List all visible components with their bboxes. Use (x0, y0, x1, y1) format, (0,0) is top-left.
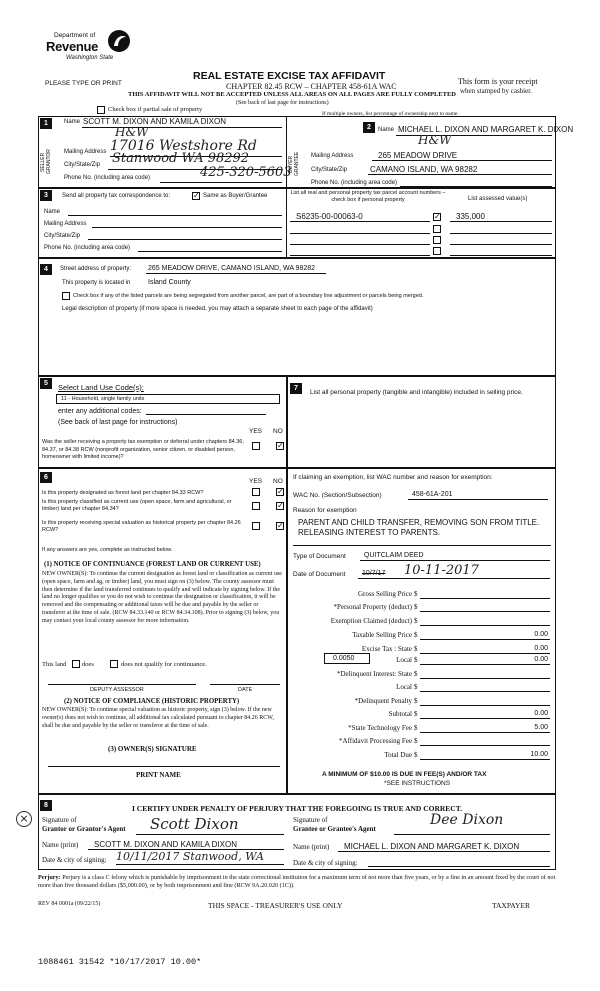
land-use-select[interactable] (56, 394, 280, 404)
fee-row-dollar: $ (414, 697, 418, 705)
section-4-number: 4 (40, 264, 52, 275)
fee-row-label: Subtotal (388, 710, 412, 718)
historic-no-checkbox[interactable]: ✓ (277, 521, 284, 530)
fee-row-value[interactable]: 5.00 (534, 724, 548, 731)
print-name-label: PRINT NAME (136, 771, 181, 779)
perjury-text: Perjury is a class C felony which is punishable by imprisonment in the state correctional institution for a maximum term of not more than five years, or by a fine in an amount fixed by the court of not more than five thousand dollars ($5,000.00), or by both imprisonment and fine (RCW 9A.20.020 (1C)). (38, 874, 556, 889)
notice-compliance-body: NEW OWNER(S): To continue special valuation as historic property, sign (3) below. If the new owner(s) does not wish to continue, all additional tax calculated pursuant to chapter 84.26 RCW, shall be due and payable by the seller or transferor at the time of sale. (42, 707, 274, 729)
grantor-date-city[interactable]: 10/11/2017 Stanwood, WA (116, 850, 264, 863)
seller-phone-label: Phone No. (including area code) (64, 175, 151, 181)
fee-row-dollar: $ (414, 751, 418, 759)
grantee-name-print[interactable]: MICHAEL L. DIXON AND MARGARET K. DIXON (344, 842, 520, 851)
legal-description-label: Legal description of property (if more space is needed, you may attach a separate sheet to each page of the affidavit) (62, 306, 373, 312)
grantee-sig-label2: Grantee or Grantee's Agent (293, 825, 376, 833)
fee-row-line (420, 705, 550, 706)
fee-row-dollar: $ (414, 683, 418, 691)
seller-phone[interactable]: 425-320-5603 (200, 165, 292, 180)
receipt-line1: This form is your receipt (458, 77, 538, 86)
section-5-number: 5 (40, 378, 52, 389)
located-label: This property is located in (62, 280, 131, 286)
dor-emblem-icon (106, 28, 132, 54)
local-rate-box[interactable] (324, 653, 370, 664)
buyer-mailing[interactable]: 265 MEADOW DRIVE (378, 151, 458, 160)
forest-land-question: Is this property designated as forest land per chapter 84.33 RCW? (42, 490, 204, 496)
grantee-sig-label1: Signature of (293, 816, 328, 824)
local-rate: 0.0050 (333, 655, 355, 662)
perjury-notice (38, 874, 558, 890)
corr-mailing-label: Mailing Address (44, 221, 87, 227)
street-address-label: Street address of property: (60, 266, 132, 272)
buyer-hw: H&W (418, 133, 452, 147)
fee-row-line (420, 611, 550, 612)
corr-city-label: City/State/Zip (44, 233, 81, 239)
fee-row-dollar: $ (414, 603, 418, 611)
buyer-city[interactable]: CAMANO ISLAND, WA 98282 (370, 165, 478, 174)
seller-hw: H&W (115, 125, 149, 139)
corr-phone-label: Phone No. (including area code) (44, 245, 131, 251)
does-label: does (82, 661, 94, 668)
fee-row-dollar: $ (414, 617, 418, 625)
notice-continuance-body: NEW OWNER(S): To continue the current designation as forest land or classification as current use (open space, farm and ag, or timber) land, you must sign on (3) below. The county assessor must then determine if the land transferred continues to qualify and will indicate by signing below. If the land no longer qualifies or you do not wish to continue the designation or classification, it will be removed and the compensating or additional taxes will be due and payable by the seller or transferor at the time of sale. (RCW 84.33.140 or RCW 84.34.108). Prior to signing (3) below, you may contact your local county assessor for more information. (42, 571, 282, 624)
buyer-phone-label: Phone No. (including area code) (311, 180, 398, 186)
land-use-code: 11 - Household, single family units (61, 396, 145, 402)
please-type: PLEASE TYPE OR PRINT (45, 80, 122, 87)
fee-row-label: *State Technology Fee (348, 724, 412, 732)
sec5-no: NO (273, 428, 283, 435)
sec6-no: NO (273, 478, 283, 485)
claim-exemption-label: If claiming an exemption, list WAC number and reason for exemption: (293, 474, 493, 481)
parcel-number[interactable]: S6235-00-00063-0 (296, 212, 363, 221)
fee-row-line (420, 664, 550, 665)
assessed-value[interactable]: 335,000 (456, 212, 485, 221)
current-use-yes-checkbox[interactable] (252, 502, 260, 510)
fee-row-label: Local (396, 656, 412, 664)
fee-row-line (420, 639, 550, 640)
parcel-2-checkbox[interactable] (433, 225, 441, 233)
segregated-checkbox[interactable] (62, 292, 70, 300)
exemption-reason[interactable]: PARENT AND CHILD TRANSFER, REMOVING SON FROM TITLE. RELEASING INTEREST TO PARENTS. (298, 518, 540, 537)
fee-row-label: Gross Selling Price (357, 590, 412, 598)
section-3-number: 3 (40, 190, 52, 201)
fee-row-label: *Personal Property (deduct) (333, 603, 412, 611)
fee-row-dollar: $ (414, 710, 418, 718)
send-correspondence-label: Send all property tax correspondence to: (62, 193, 171, 199)
current-use-no-checkbox[interactable]: ✓ (277, 501, 284, 510)
segregated-label: Check box if any of the listed parcels are being segregated from another parcel, are part of a boundary line adjustment or parcels being merged. (73, 293, 424, 299)
fee-row-label: Total Due (384, 751, 412, 759)
deputy-assessor-label: DEPUTY ASSESSOR (90, 687, 144, 693)
sec5-yes: YES (249, 428, 263, 435)
fee-row-line (420, 759, 550, 760)
fee-row-line (420, 678, 550, 679)
grantor-signature[interactable]: Scott Dixon (150, 815, 239, 833)
partial-sale-label: Check box if partial sale of property (108, 106, 203, 113)
fee-row-dollar: $ (414, 737, 418, 745)
dept-line1: Department of (54, 32, 96, 39)
exemption-question: Was the seller receiving a property tax exemption or deferral under chapters 84.36, 84.37, or 84.38 RCW (nonprofit organization, senior citizen, or disabled person, homeowner with limited income)? (42, 439, 244, 460)
doc-type[interactable]: QUITCLAIM DEED (364, 552, 424, 559)
see-back-header: (See back of last page for instructions) (236, 100, 329, 106)
notice-continuance-title: (1) NOTICE OF CONTINUANCE (FOREST LAND OR CURRENT USE) (44, 561, 261, 568)
buyer-city-label: City/State/Zip (311, 167, 348, 173)
section-2-number: 2 (363, 122, 375, 133)
doc-date-handwritten[interactable]: 10-11-2017 (404, 563, 479, 578)
wac-label: WAC No. (Section/Subsection) (293, 492, 382, 499)
located-county[interactable]: Island County (148, 279, 191, 286)
exemption-yes-checkbox[interactable] (252, 442, 260, 450)
doc-type-label: Type of Document (293, 553, 346, 560)
grantee-signature[interactable]: Dee Dixon (430, 812, 504, 828)
form-title: REAL ESTATE EXCISE TAX AFFIDAVIT (193, 70, 386, 82)
fee-row-dollar: $ (414, 631, 418, 639)
fee-row-line (420, 598, 550, 599)
assessed-header: List assessed value(s) (468, 196, 528, 202)
notice-compliance-title: (2) NOTICE OF COMPLIANCE (HISTORIC PROPERTY) (64, 698, 240, 705)
fee-row-line (420, 653, 550, 654)
fee-row-line (420, 732, 550, 733)
historic-question: Is this property receiving special valuation as historical property per chapter 84.26 RCW? (42, 520, 241, 533)
land-use-label: Select Land Use Code(s): (58, 383, 144, 392)
fee-row-label: *Affidavit Processing Fee (339, 737, 412, 745)
owner-signature-label: (3) OWNER(S) SIGNATURE (108, 745, 197, 753)
exemption-no-checkbox[interactable]: ✓ (277, 441, 284, 450)
rev-number: REV 84 0001a (09/22/15) (38, 901, 101, 907)
parcel-1-checkbox[interactable]: ✓ (434, 212, 441, 221)
parcel-4-checkbox[interactable] (433, 247, 441, 255)
grantee-date-city-label: Date & city of signing: (293, 859, 358, 867)
seller-city-label: City/State/Zip (64, 162, 101, 168)
current-use-question: Is this property classified as current use (open space, farm and agricultural, or timber) land per chapter 84.34? (42, 499, 232, 512)
fee-row-value[interactable]: 0.00 (534, 645, 548, 652)
reason-label: Reason for exemption (293, 507, 357, 514)
does-not-qualify-checkbox[interactable] (110, 660, 118, 668)
fee-row-dollar: $ (414, 656, 418, 664)
fee-row-label: *Delinquent Interest: State (336, 670, 412, 678)
land-use-see-back: (See back of last page for instructions) (58, 419, 178, 426)
additional-codes-label: enter any additional codes: (58, 408, 142, 415)
street-address[interactable]: 265 MEADOW DRIVE, CAMANO ISLAND, WA 98282 (148, 265, 316, 272)
treasurer-use: THIS SPACE - TREASURER'S USE ONLY (208, 901, 343, 910)
seller-name-label: Name (64, 119, 81, 125)
grantor-name-print[interactable]: SCOTT M. DIXON AND KAMILA DIXON (94, 840, 237, 849)
perjury-label: Perjury: (38, 874, 61, 881)
fee-row-label: Excise Tax : State (361, 645, 412, 653)
fee-row-value[interactable]: 10.00 (530, 751, 548, 758)
same-as-buyer-label: Same as Buyer/Grantee (203, 193, 268, 199)
circled-x-icon: × (16, 811, 32, 827)
historic-yes-checkbox[interactable] (252, 522, 260, 530)
receipt-stamp: 1088461 31542 *10/17/2017 10.00* (38, 957, 202, 967)
dept-line3: Washington State (66, 55, 114, 61)
seller-mailing-label: Mailing Address (64, 149, 107, 155)
multiple-owners-note: If multiple owners, list percentage of ownership next to name. (322, 111, 459, 117)
fee-row-dollar: $ (414, 724, 418, 732)
grantor-name-print-label: Name (print) (42, 841, 79, 849)
fee-row-label: *Delinquent Penalty (354, 697, 412, 705)
personal-property-text: List all personal property (tangible and intangible) included in selling price. (310, 389, 523, 396)
fee-row-line (420, 691, 550, 692)
does-qualify-checkbox[interactable] (72, 660, 80, 668)
fee-row-label: Exemption Claimed (deduct) (330, 617, 412, 625)
forest-yes-checkbox[interactable] (252, 488, 260, 496)
grantor-sig-label1: Signature of (42, 816, 77, 824)
buyer-name[interactable]: MICHAEL L. DIXON AND MARGARET K. DIXON (398, 125, 574, 134)
see-instructions-note: *SEE INSTRUCTIONS (384, 780, 451, 787)
seller-name[interactable]: SCOTT M. DIXON AND KAMILA DIXON (83, 117, 226, 126)
certify-statement: I CERTIFY UNDER PENALTY OF PERJURY THAT THE FOREGOING IS TRUE AND CORRECT. (132, 804, 463, 813)
parcel-3-checkbox[interactable] (433, 236, 441, 244)
seller-city[interactable]: Stanwood WA 98292 (112, 151, 250, 166)
fee-row-label: Local (396, 683, 412, 691)
corr-name-label: Name (44, 209, 61, 215)
sec6-yes: YES (249, 478, 263, 485)
fee-row-label: Taxable Selling Price (352, 631, 412, 639)
buyer-name-label: Name (378, 127, 395, 133)
this-land-label: This land (42, 661, 67, 668)
fee-row-line (420, 718, 550, 719)
section-6-number: 6 (40, 472, 52, 483)
taxpayer-label: TAXPAYER (492, 901, 531, 910)
form-chapter: CHAPTER 82.45 RCW – CHAPTER 458-61A WAC (226, 82, 397, 91)
same-as-buyer-checkbox[interactable]: ✓ (193, 191, 200, 200)
fee-row-value[interactable]: 0.00 (534, 656, 548, 663)
fee-row-value[interactable]: 0.00 (534, 710, 548, 717)
section-8-number: 8 (40, 800, 52, 811)
section-7-number: 7 (290, 383, 302, 394)
section-4-box (38, 258, 556, 376)
dor-logo (44, 28, 134, 72)
deputy-date-label: DATE (238, 687, 253, 693)
minimum-due-note: A MINIMUM OF $10.00 IS DUE IN FEE(S) AND/OR TAX (322, 771, 487, 778)
fee-row-line (420, 625, 550, 626)
seller-mailing[interactable]: 17016 Westshore Rd (110, 138, 257, 154)
section-1-number: 1 (40, 118, 52, 129)
grantee-name-print-label: Name (print) (293, 843, 330, 851)
grantor-sig-label2: Grantor or Grantor's Agent (42, 825, 126, 833)
form-warning: THIS AFFIDAVIT WILL NOT BE ACCEPTED UNLESS ALL AREAS ON ALL PAGES ARE FULLY COMPLETED (128, 91, 456, 98)
doc-date-struck: 10/7/17 (362, 570, 386, 577)
receipt-line2: when stamped by cashier. (460, 87, 532, 95)
doc-date-label: Date of Document (293, 571, 346, 578)
partial-sale-checkbox[interactable] (97, 106, 105, 114)
buyer-mailing-label: Mailing Address (311, 153, 354, 159)
if-yes-note: If any answers are yes, complete as instructed below. (42, 547, 173, 553)
fee-row-dollar: $ (414, 645, 418, 653)
fee-row-value[interactable]: 0.00 (534, 631, 548, 638)
fee-row-line (420, 745, 550, 746)
fee-row-dollar: $ (414, 670, 418, 678)
fee-row-dollar: $ (414, 590, 418, 598)
wac-number[interactable]: 458-61A-201 (412, 491, 453, 498)
dept-line2: Revenue (46, 39, 99, 54)
parcel-header: List all real and personal property tax parcel account numbers – check box if personal property (290, 190, 446, 203)
grantor-date-city-label: Date & city of signing: (42, 856, 107, 864)
forest-no-checkbox[interactable]: ✓ (277, 487, 284, 496)
buyer-side-label: BUYER GRANTEE (288, 151, 300, 177)
seller-side-label: SELLER GRANTOR (40, 149, 52, 175)
does-not-label: does not qualify for continuance. (121, 661, 207, 668)
